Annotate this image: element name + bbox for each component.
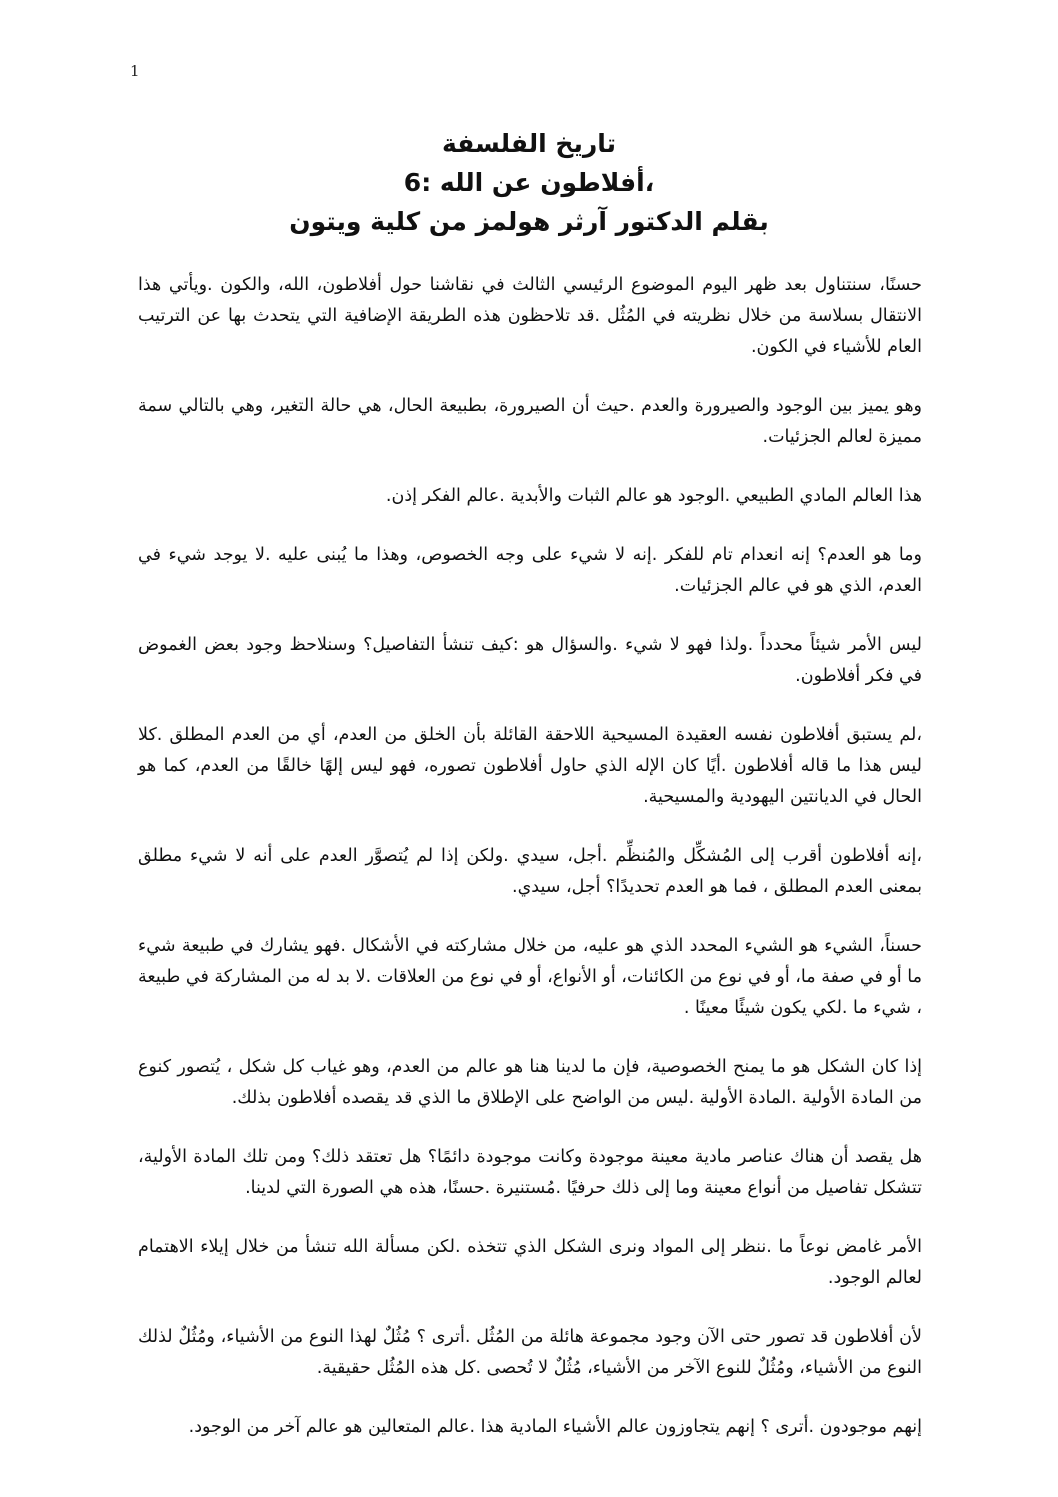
title-line-1: تاريخ الفلسفة <box>441 129 617 158</box>
paragraph: ،إنه أفلاطون أقرب إلى المُشكِّل والمُنظِّم .أجل، سيدي .ولكن إذا لم يُتصوَّر العدم على أنه لا شيء مطلق بمعنى العدم المطلق ، فما هو العدم تحديدًا؟ أجل، سيدي. <box>138 846 922 897</box>
document-title <box>150 124 908 241</box>
paragraph: حسنًا، سنتناول بعد ظهر اليوم الموضوع الرئيسي الثالث في نقاشنا حول أفلاطون، الله، والكون .ويأتي هذا الانتقال بسلاسة من خلال نظريته في المُثُل .قد تلاحظون هذه الطريقة الإضافية التي يتحدث بها عن الترتيب العام للأشياء في الكون. <box>138 275 922 357</box>
paragraph: ليس الأمر شيئاً محدداً .ولذا فهو لا شيء .والسؤال هو :كيف تنشأ التفاصيل؟ وسنلاحظ وجود بعض الغموض في فكر أفلاطون. <box>138 635 922 686</box>
paragraph: ،لم يستبق أفلاطون نفسه العقيدة المسيحية اللاحقة القائلة بأن الخلق من العدم، أي من العدم المطلق .كلا ليس هذا ما قاله أفلاطون .أيًا كان الإله الذي حاول أفلاطون تصوره، فهو ليس إلهًا خالقًا من العدم، كما هو الحال في الديانتين اليهودية والمسيحية. <box>138 725 922 807</box>
document-body <box>138 270 922 1443</box>
paragraph: لأن أفلاطون قد تصور حتى الآن وجود مجموعة هائلة من المُثُل .أترى ؟ مُثُلٌ لهذا النوع من الأشياء، ومُثُلٌ لذلك النوع من الأشياء، ومُثُلٌ للنوع الآخر من الأشياء، مُثُلٌ لا تُحصى .كل هذه المُثُل حقيقية. <box>138 1327 922 1378</box>
paragraph: حسناً، الشيء هو الشيء المحدد الذي هو عليه، من خلال مشاركته في الأشكال .فهو يشارك في طبيعة شيء ما أو في صفة ما، أو في نوع من الكائنات، أو الأنواع، أو في نوع من العلاقات .لا بد له من المشاركة في طبيعة ، شيء ما .لكي يكون شيئًا معينًا . <box>138 936 922 1018</box>
title-line-2: ،أفلاطون عن الله :6 <box>403 168 655 197</box>
paragraph: وما هو العدم؟ إنه انعدام تام للفكر .إنه لا شيء على وجه الخصوص، وهذا ما يُبنى عليه .لا يوجد شيء في العدم، الذي هو في عالم الجزئيات. <box>138 545 922 596</box>
paragraph: الأمر غامض نوعاً ما .ننظر إلى المواد ونرى الشكل الذي تتخذه .لكن مسألة الله تنشأ من خلال إيلاء الاهتمام لعالم الوجود. <box>138 1237 922 1288</box>
page-number: 1 <box>130 62 140 80</box>
title-line-3: بقلم الدكتور آرثر هولمز من كلية ويتون <box>289 207 769 236</box>
paragraph: إنهم موجودون .أترى ؟ إنهم يتجاوزون عالم الأشياء المادية هذا .عالم المتعالين هو عالم آخر من الوجود. <box>188 1417 922 1437</box>
paragraph: هذا العالم المادي الطبيعي .الوجود هو عالم الثبات والأبدية .عالم الفكر إذن. <box>385 486 922 506</box>
paragraph: وهو يميز بين الوجود والصيرورة والعدم .حيث أن الصيرورة، بطبيعة الحال، هي حالة التغير، وهي بالتالي سمة مميزة لعالم الجزئيات. <box>138 396 922 447</box>
paragraph: هل يقصد أن هناك عناصر مادية معينة موجودة وكانت موجودة دائمًا؟ هل تعتقد ذلك؟ ومن تلك المادة الأولية، تتشكل تفاصيل من أنواع معينة وما إلى ذلك حرفيًا .مُستنيرة .حسنًا، هذه هي الصورة التي لدينا. <box>138 1147 922 1198</box>
paragraph: إذا كان الشكل هو ما يمنح الخصوصية، فإن ما لدينا هنا هو عالم من العدم، وهو غياب كل شكل ، يُتصور كنوع من المادة الأولية .المادة الأولية .ليس من الواضح على الإطلاق ما الذي قد يقصده أفلاطون بذلك. <box>138 1057 922 1108</box>
